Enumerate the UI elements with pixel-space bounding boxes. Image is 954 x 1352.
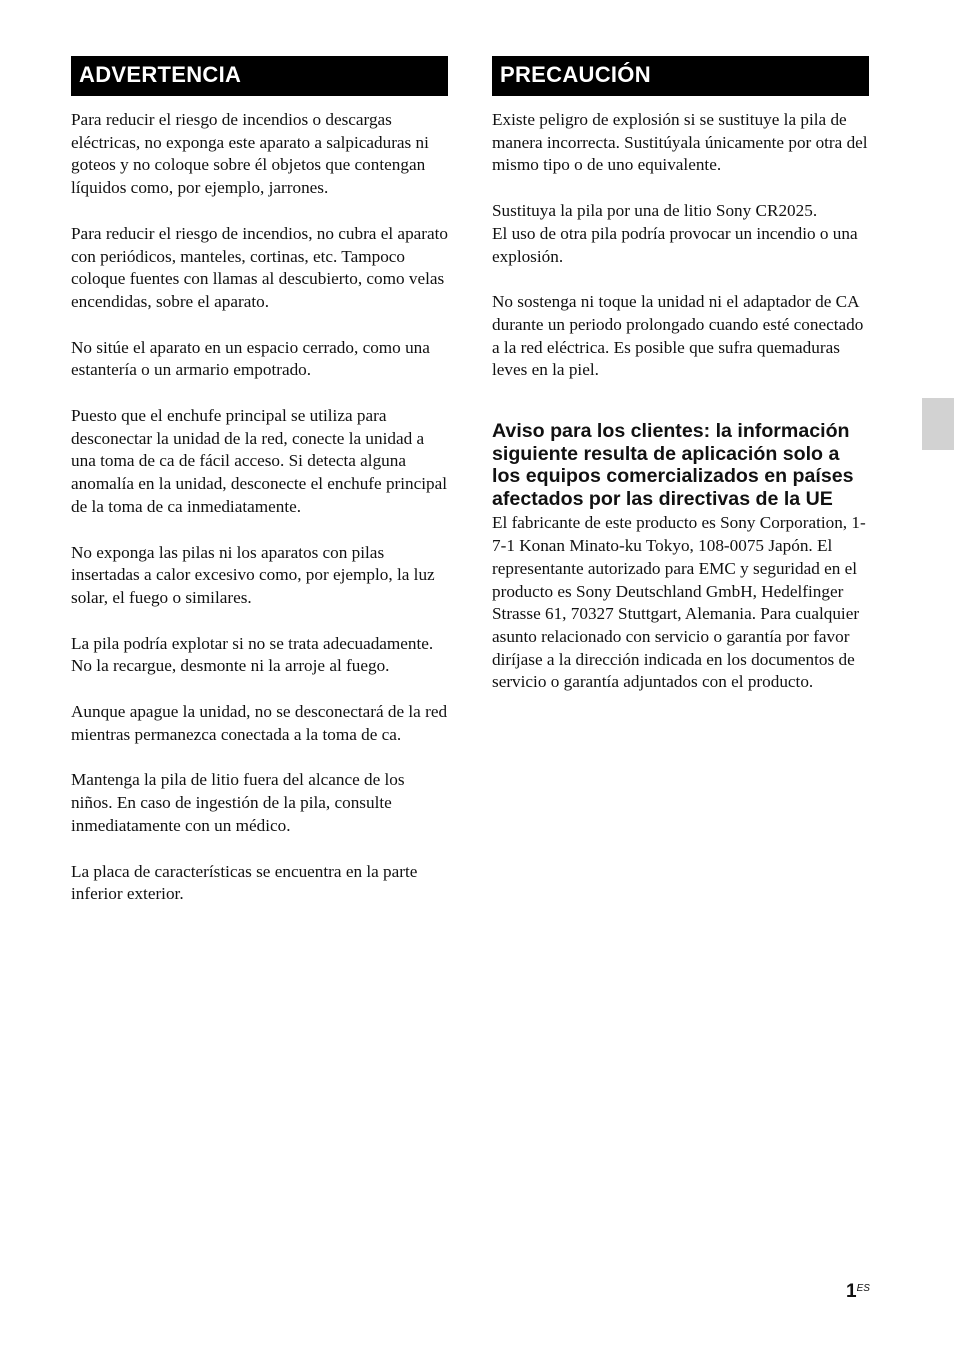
advertencia-paragraph-2: Para reducir el riesgo de incendios, no cubra el aparato con periódicos, manteles, cortinas, etc. Tampoco coloque fuentes con llamas al descubierto, como velas encendidas, sobre el aparato. — [71, 223, 449, 311]
page-number-value: 1 — [846, 1281, 857, 1302]
aviso-paragraph: El fabricante de este producto es Sony Corporation, 1-7-1 Konan Minato-ku Tokyo, 108-0075 Japón. El representante autorizado para EMC y seguridad en el producto es Sony Deutschland GmbH, Hedelfinger Strasse 61, 70327 Stuttgart, Alemania. Para cualquier asunto relacionado con servicio o garantía por favor diríjase a la dirección indicada en los documentos de servicio o garantía adjuntados con el producto. — [492, 513, 866, 692]
aviso-heading: Aviso para los clientes: la información siguiente resulta de aplicación solo a los equipos comercializados en países afectados por las directivas de la UE — [492, 420, 854, 510]
precaucion-paragraph-4: No sostenga ni toque la unidad ni el adaptador de CA durante un periodo prolongado cuando esté conectado a la red eléctrica. Es posible que sufra quemaduras leves en la piel. — [492, 292, 864, 380]
precaucion-paragraph-1: Existe peligro de explosión si se sustituye la pila de manera incorrecta. Sustitúyala únicamente por otra del mismo tipo o de uno equivalente. — [492, 110, 868, 175]
advertencia-paragraph-6: La pila podría explotar si no se trata adecuadamente. No la recargue, desmonte ni la arroje al fuego. — [71, 633, 434, 676]
advertencia-paragraph-3: No sitúe el aparato en un espacio cerrado, como una estantería o un armario empotrado. — [71, 337, 430, 380]
precaucion-paragraph-2: Sustituya la pila por una de litio Sony CR2025. — [492, 201, 818, 221]
advertencia-paragraph-1: Para reducir el riesgo de incendios o descargas eléctricas, no exponga este aparato a salpicaduras ni goteos y no coloque sobre él objetos que contengan líquidos como, por ejemplo, jarrones. — [71, 110, 429, 198]
precaucion-section — [492, 56, 869, 717]
advertencia-paragraph-5: No exponga las pilas ni los aparatos con pilas insertadas a calor excesivo como, por ejemplo, la luz solar, el fuego o similares. — [71, 542, 435, 607]
language-code: ES — [856, 1283, 870, 1294]
advertencia-paragraph-8: Mantenga la pila de litio fuera del alcance de los niños. En caso de ingestión de la pila, consulte inmediatamente con un médico. — [71, 770, 405, 835]
advertencia-paragraph-9: La placa de características se encuentra en la parte inferior exterior. — [71, 861, 418, 904]
precaucion-title: PRECAUCIÓN — [492, 56, 869, 96]
section-tab-marker — [922, 398, 954, 450]
advertencia-paragraph-4: Puesto que el enchufe principal se utiliza para desconectar la unidad de la red, conecte la unidad a una toma de ca de fácil acceso. Si detecta alguna anomalía en la unidad, desconecte el enchufe principal de la toma de ca inmediatamente. — [71, 406, 448, 516]
advertencia-title: ADVERTENCIA — [71, 56, 448, 96]
advertencia-section — [71, 56, 448, 929]
page-number — [846, 1281, 870, 1303]
advertencia-paragraph-7: Aunque apague la unidad, no se desconectará de la red mientras permanezca conectada a la toma de ca. — [71, 702, 448, 744]
precaucion-paragraph-3: El uso de otra pila podría provocar un incendio o una explosión. — [492, 223, 858, 266]
